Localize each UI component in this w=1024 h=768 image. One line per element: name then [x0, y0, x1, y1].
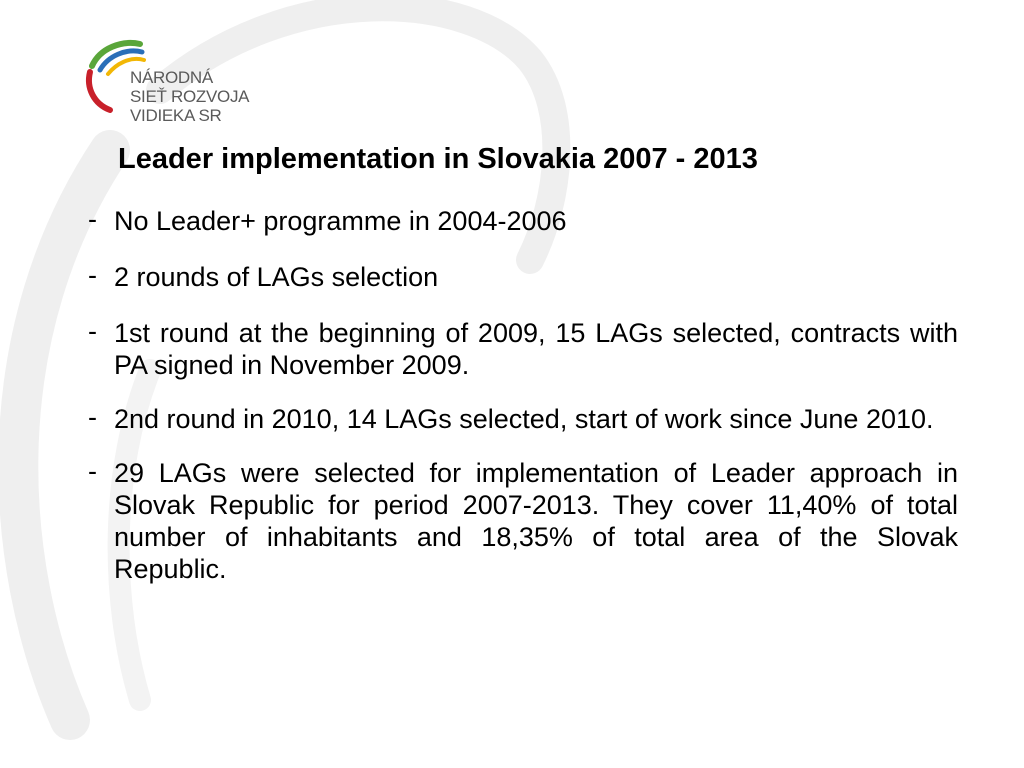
slide-title: Leader implementation in Slovakia 2007 - 2013 [118, 143, 758, 175]
bullet-item [88, 317, 958, 381]
bullet-item [88, 457, 958, 585]
bullet-text: 1st round at the beginning of 2009, 15 LAGs selected, contracts with PA signed in November 2009. [114, 318, 958, 380]
bullet-item [88, 205, 958, 237]
bullet-marker: - [88, 260, 97, 290]
logo-line-2: SIEŤ ROZVOJA [130, 87, 250, 106]
logo [82, 38, 262, 138]
bullet-item [88, 261, 958, 293]
logo-line-3: VIDIEKA SR [130, 106, 222, 125]
logo-line-1: NÁRODNÁ [130, 68, 213, 87]
bullet-marker: - [88, 402, 97, 432]
bullet-text: 29 LAGs were selected for implementation of Leader approach in Slovak Republic for period 2007-2013. They cover 11,40% of total number of inhabitants and 18,35% of total area of the Slovak Republic. [114, 458, 958, 584]
bullet-marker: - [88, 316, 97, 346]
logo-text [130, 68, 249, 125]
bullet-marker: - [88, 456, 97, 486]
bullet-marker: - [88, 204, 97, 234]
bullet-text: No Leader+ programme in 2004-2006 [114, 206, 567, 236]
bullet-item [88, 403, 958, 435]
bullet-text: 2nd round in 2010, 14 LAGs selected, start of work since June 2010. [114, 404, 934, 434]
bullet-list [88, 205, 958, 607]
bullet-text: 2 rounds of LAGs selection [114, 262, 439, 292]
